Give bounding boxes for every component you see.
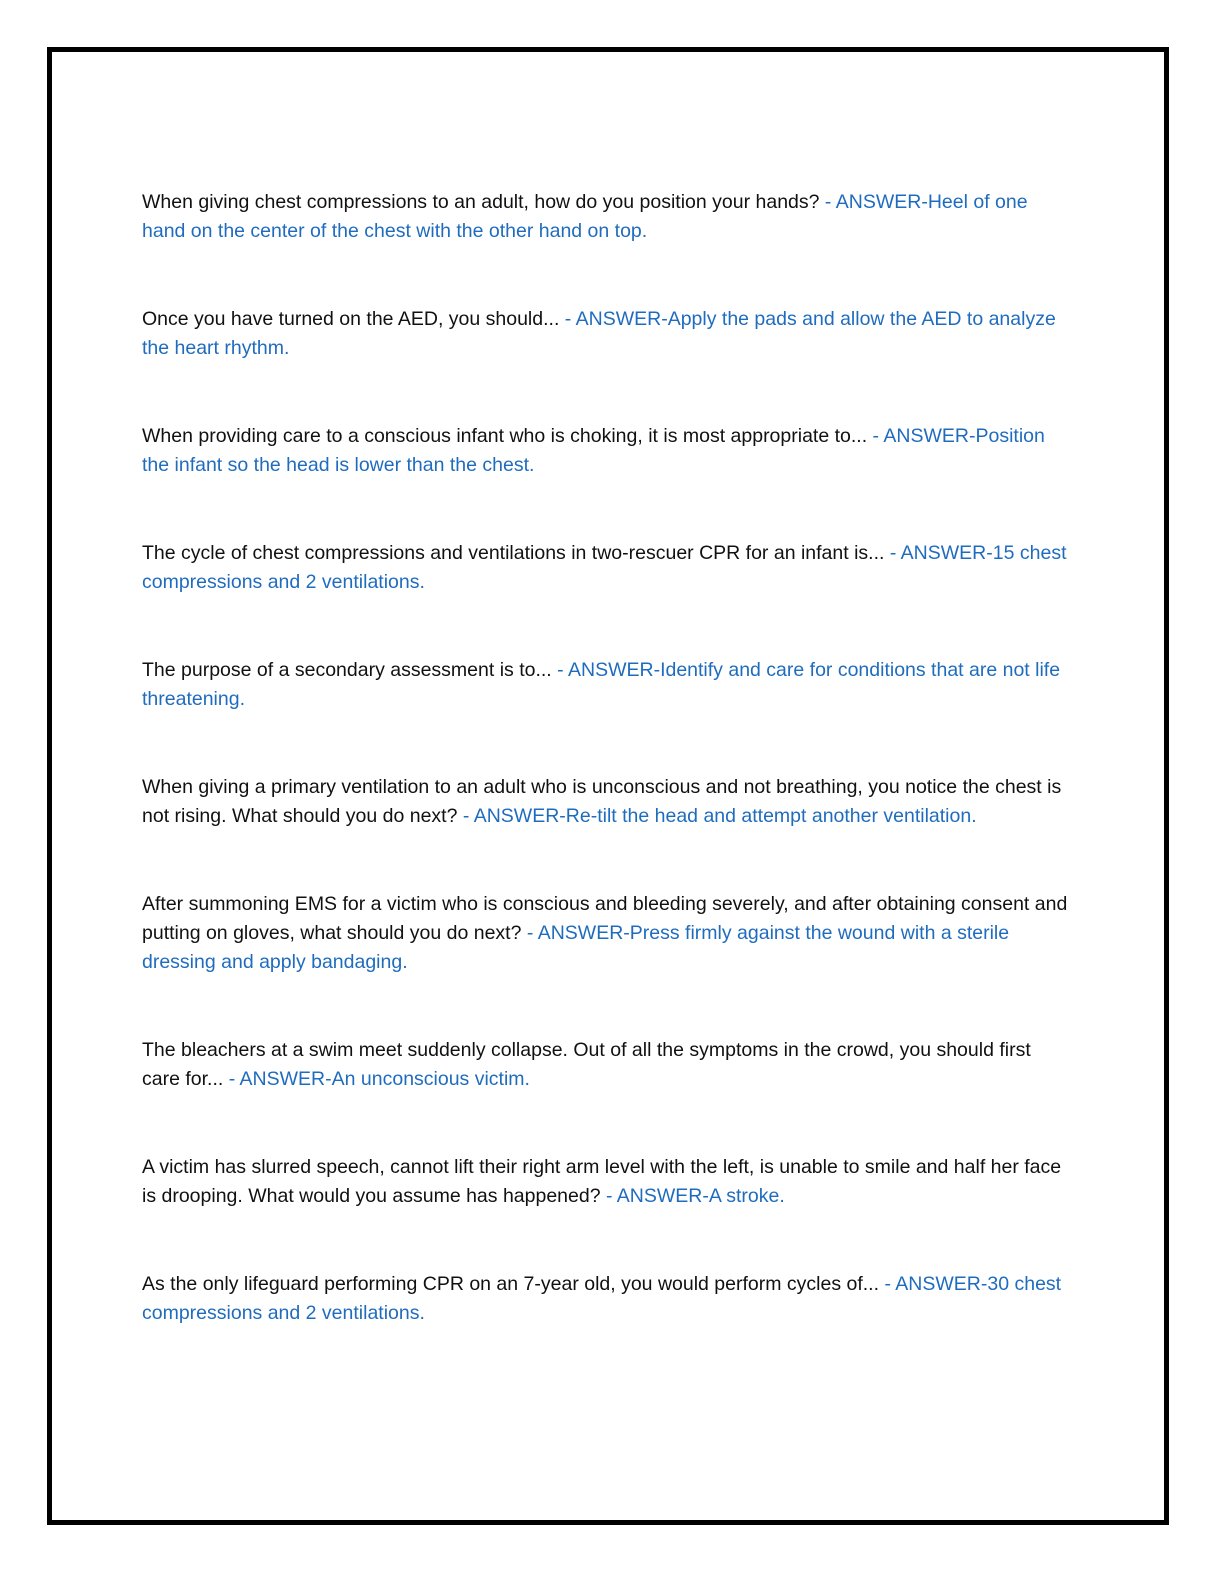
answer-value: Apply the pads and allow the AED to analyze the heart rhythm. — [142, 308, 1056, 359]
question-text: After summoning EMS for a victim who is conscious and bleeding severely, and after obtaining consent and putting on gloves, what should you do next? — [142, 893, 1068, 944]
answer-text — [463, 805, 977, 827]
qa-item-3 — [142, 422, 1072, 480]
question-text: The cycle of chest compressions and ventilations in two-rescuer CPR for an infant is... — [142, 542, 885, 564]
answer-value: A stroke. — [708, 1185, 785, 1207]
question-text: As the only lifeguard performing CPR on an 7-year old, you would perform cycles of... — [142, 1273, 880, 1295]
answer-prefix: - ANSWER- — [824, 191, 928, 213]
qa-list — [142, 188, 1072, 1328]
answer-text — [229, 1068, 530, 1090]
question-text: When giving chest compressions to an adult, how do you position your hands? — [142, 191, 820, 213]
answer-prefix: - ANSWER- — [526, 922, 630, 944]
answer-prefix: - ANSWER- — [564, 308, 668, 330]
qa-item-6 — [142, 773, 1072, 831]
question-text: The purpose of a secondary assessment is to... — [142, 659, 552, 681]
answer-prefix: - ANSWER- — [228, 1068, 332, 1090]
question-text: A victim has slurred speech, cannot lift their right arm level with the left, is unable to smile and half her face is drooping. What would you assume has happened? — [142, 1156, 1062, 1207]
qa-item-8 — [142, 1036, 1072, 1094]
answer-prefix: - ANSWER- — [884, 1273, 988, 1295]
question-text: The bleachers at a swim meet suddenly collapse. Out of all the symptoms in the crowd, you should first care for... — [142, 1039, 1031, 1090]
answer-value: An unconscious victim. — [331, 1068, 530, 1090]
qa-item-5 — [142, 656, 1072, 714]
qa-item-10 — [142, 1270, 1072, 1328]
question-text: When providing care to a conscious infant who is choking, it is most appropriate to... — [142, 425, 868, 447]
answer-prefix: - ANSWER- — [462, 805, 566, 827]
answer-prefix: - ANSWER- — [872, 425, 976, 447]
answer-prefix: - ANSWER- — [557, 659, 661, 681]
question-text: Once you have turned on the AED, you should... — [142, 308, 560, 330]
qa-item-7 — [142, 890, 1072, 977]
qa-item-2 — [142, 305, 1072, 363]
answer-value: Position the infant so the head is lower than the chest. — [142, 425, 1045, 476]
question-text: When giving a primary ventilation to an adult who is unconscious and not breathing, you notice the chest is not rising. What should you do next? — [142, 776, 1062, 827]
qa-item-9 — [142, 1153, 1072, 1211]
answer-value: 15 chest compressions and 2 ventilations. — [142, 542, 1067, 593]
qa-item-1 — [142, 188, 1072, 246]
answer-text — [606, 1185, 785, 1207]
answer-value: Re-tilt the head and attempt another ventilation. — [565, 805, 977, 827]
answer-value: Identify and care for conditions that are not life threatening. — [142, 659, 1061, 710]
answer-value: Heel of one hand on the center of the chest with the other hand on top. — [142, 191, 1028, 242]
answer-value: Press firmly against the wound with a sterile dressing and apply bandaging. — [142, 922, 1010, 973]
answer-value: 30 chest compressions and 2 ventilations. — [142, 1273, 1062, 1324]
answer-prefix: - ANSWER- — [889, 542, 993, 564]
answer-prefix: - ANSWER- — [605, 1185, 709, 1207]
qa-item-4 — [142, 539, 1072, 597]
